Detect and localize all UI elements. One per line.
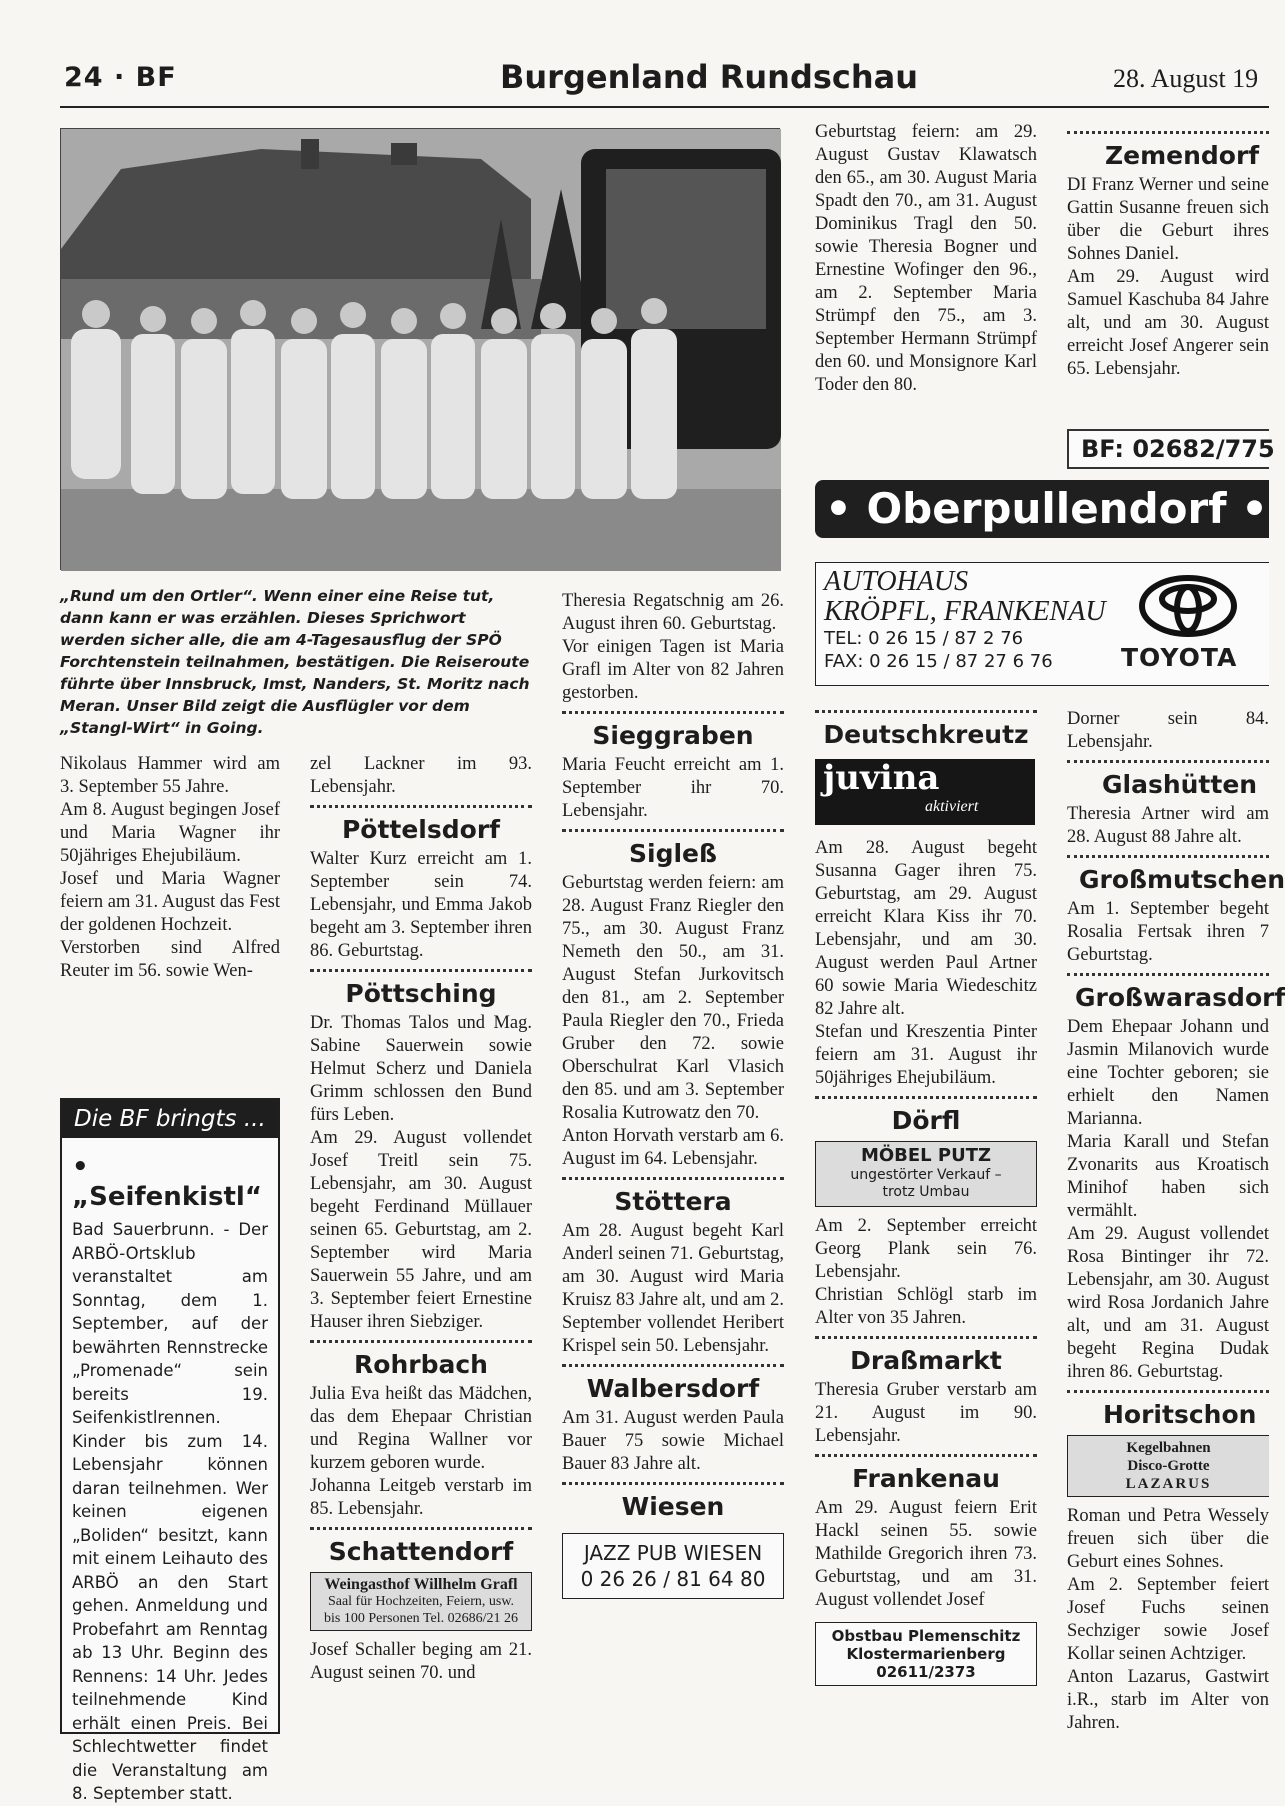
paragraph: Am 28. August begeht Susanna Gager ihren 75. Geburtstag, am 29. August erreicht Klara Kiss ihr 70. Lebensjahr, und am 30. August werden Paul Artner 60 sowie Maria Wiedeschitz 82 Jahre alt. <box>815 838 1037 1019</box>
divider <box>815 1454 1037 1457</box>
paragraph: Dorner sein 84. Lebensjahr. <box>1067 709 1269 752</box>
place-heading: Sieggraben <box>592 721 754 750</box>
ad-name: MÖBEL PUTZ <box>860 1145 992 1166</box>
paragraph: Nikolaus Hammer wird am 3. September 55 Jahre. <box>60 754 280 797</box>
ad-line: bis 100 Personen Tel. 02686/21 26 <box>324 1611 518 1626</box>
divider <box>1067 973 1269 976</box>
bf-bringts-box <box>60 1098 280 1803</box>
ad-line: Klostermarienberg <box>846 1645 1006 1663</box>
paragraph: DI Franz Werner und seine Gattin Susanne freuen sich über die Geburt ihres Sohnes Daniel. <box>1067 175 1269 264</box>
paragraph: Theresia Regatschnig am 26. August ihren 60. Geburtstag. <box>562 591 784 634</box>
group-photo <box>60 128 780 570</box>
column-4-top <box>815 121 1037 461</box>
ad-line: LAZARUS <box>1125 1476 1212 1492</box>
header-rule <box>60 106 1269 108</box>
paragraph: Am 2. September feiert Josef Fuchs seinen Sechziger sowie Josef Kollar seinen Achtziger. <box>1067 1575 1269 1664</box>
paragraph: Theresia Artner wird am 28. August 88 Jahre alt. <box>1067 804 1269 847</box>
divider <box>562 1364 784 1367</box>
place-heading: Dörfl <box>891 1106 961 1135</box>
box-headline: • „Seifenkistl“ <box>72 1152 262 1212</box>
ad-line: Kegelbahnen <box>1126 1440 1211 1456</box>
divider <box>1067 131 1269 134</box>
photo-caption: „Rund um den Ortler“. Wenn einer eine Reise tut, dann kann er was erzählen. Dieses Sprichwort werden sicher alle, die am 4-Tagesausflug der SPÖ Forchtenstein teilnahmen, bestätigen. Die Reiseroute führte über Innsbruck, Imst, Nanders, St. Moritz nach Meran. Unser Bild zeigt die Ausflügler vor dem „Stangl-Wirt“ in Going. <box>60 587 530 737</box>
paragraph: Walter Kurz erreicht am 1. September sein 74. Lebensjahr, und Emma Jakob begeht am 3. September ihren 86. Geburtstag. <box>310 849 532 961</box>
place-heading: Wiesen <box>621 1492 725 1521</box>
paragraph: Theresia Gruber verstarb am 21. August im 90. Lebensjahr. <box>815 1380 1037 1446</box>
juvina-logo <box>815 759 1035 825</box>
divider <box>310 1340 532 1343</box>
divider <box>310 969 532 972</box>
place-heading: Großmutschen <box>1079 865 1285 894</box>
paragraph: Geburtstag feiern: am 29. August Gustav Klawatsch den 65., am 30. August Maria Spadt den 70., am 31. August Dominikus Tragl den 50. sowie Theresia Bogner und Ernestine Wofinger den 96., am 2. September Maria Strümpf den 75., am 3. September Hermann Strümpf den 60. und Monsignore Karl Toder den 80. <box>815 122 1037 395</box>
paragraph: Christian Schlögl starb im Alter von 35 Jahren. <box>815 1285 1037 1328</box>
place-heading: Sigleß <box>629 839 717 868</box>
divider <box>562 829 784 832</box>
column-2 <box>310 753 532 1753</box>
ad-name <box>824 567 1106 627</box>
place-heading: Horitschon <box>1103 1400 1257 1429</box>
divider <box>310 805 532 808</box>
paragraph: Am 29. August wird Samuel Kaschuba 84 Jahre alt, und am 30. August erreicht Josef Angerer sein 65. Lebensjahr. <box>1067 267 1269 379</box>
paragraph: Am 29. August vollendet Rosa Bintinger ihr 72. Lebensjahr, am 30. August wird Rosa Jordanich Jahre alt, und am 31. August begeht Regina Dudak ihren 86. Geburtstag. <box>1067 1224 1269 1382</box>
ad-name: Weingasthof Willhelm Grafl <box>324 1576 518 1593</box>
ad-moebel-putz <box>815 1141 1037 1207</box>
newspaper-title: Burgenland Rundschau <box>500 58 919 96</box>
ad-fax: FAX: 0 26 15 / 87 27 6 76 <box>824 651 1053 672</box>
divider <box>1067 1390 1269 1393</box>
paragraph: Am 8. August begingen Josef und Maria Wagner ihr 50jähriges Ehejubiläum. <box>60 800 280 866</box>
paragraph: Dr. Thomas Talos und Mag. Sabine Sauerwein sowie Helmut Scherz und Daniela Grimm schlossen den Bund fürs Leben. <box>310 1013 532 1125</box>
paragraph: Maria Feucht erreicht am 1. September ihr 70. Lebensjahr. <box>562 755 784 821</box>
place-heading: Stöttera <box>614 1187 732 1216</box>
place-heading: Deutschkreutz <box>823 720 1029 749</box>
ad-line: trotz Umbau <box>882 1184 970 1200</box>
paragraph: zel Lackner im 93. Lebensjahr. <box>310 754 532 797</box>
place-heading: Rohrbach <box>354 1350 488 1379</box>
divider <box>562 711 784 714</box>
column-3 <box>562 590 784 1755</box>
paragraph: Julia Eva heißt das Mädchen, das dem Ehepaar Christian und Regina Wallner vor kurzem geboren wurde. <box>310 1384 532 1473</box>
divider <box>815 1096 1037 1099</box>
divider <box>562 1177 784 1180</box>
logo-wordmark: juvina <box>823 758 940 798</box>
column-4-bottom <box>815 702 1037 1752</box>
paragraph: Vor einigen Tagen ist Maria Grafl im Alter von 82 Jahren gestorben. <box>562 637 784 703</box>
paragraph: Am 31. August werden Paula Bauer 75 sowie Michael Bauer 83 Jahre alt. <box>562 1408 784 1474</box>
paragraph: Stefan und Kreszentia Pinter feiern am 31. August ihr 50jähriges Ehejubiläum. <box>815 1022 1037 1088</box>
place-heading: Pöttelsdorf <box>341 815 501 844</box>
column-5-bottom <box>1067 708 1285 1753</box>
ad-phone: TEL: 0 26 15 / 87 2 76 <box>824 628 1024 649</box>
place-heading: Draßmarkt <box>850 1346 1002 1375</box>
paragraph: Josef Schaller beging am 21. August seinen 70. und <box>310 1640 532 1683</box>
ad-line: Obstbau Plemenschitz <box>831 1627 1021 1645</box>
column-1 <box>60 753 280 1053</box>
paragraph: Anton Horvath verstarb am 6. August im 64. Lebensjahr. <box>562 1126 784 1169</box>
paragraph: Roman und Petra Wessely freuen sich über die Geburt eines Sohnes. <box>1067 1506 1269 1572</box>
divider <box>310 1527 532 1530</box>
ad-name-line: KRÖPFL, FRANKENAU <box>824 596 1106 627</box>
ad-jazz-pub-wiesen <box>562 1533 784 1599</box>
divider <box>562 1482 784 1485</box>
paragraph: Anton Lazarus, Gastwirt i.R., starb im Alter von Jahren. <box>1067 1667 1269 1733</box>
divider <box>1067 855 1269 858</box>
paragraph: Am 28. August begeht Karl Anderl seinen 71. Geburtstag, am 30. August wird Maria Kruisz 83 Jahre alt, und am 2. September vollendet Heribert Krispel sein 50. Lebensjahr. <box>562 1221 784 1356</box>
place-heading: Glashütten <box>1102 770 1258 799</box>
box-title: Die BF bringts ... <box>62 1100 278 1138</box>
page-number: 24 · BF <box>64 62 177 93</box>
region-banner: • Oberpullendorf • <box>815 480 1269 538</box>
ad-line: Disco-Grotte <box>1127 1458 1210 1474</box>
bf-phone-box: BF: 02682/775 <box>1067 429 1269 469</box>
divider <box>1067 760 1269 763</box>
paragraph: Josef und Maria Wagner feiern am 31. August das Fest der goldenen Hochzeit. <box>60 869 280 935</box>
ad-line: 0 26 26 / 81 64 80 <box>580 1567 766 1591</box>
ad-line: Saal für Hochzeiten, Feiern, usw. <box>327 1594 515 1609</box>
place-heading: Zemendorf <box>1105 141 1260 170</box>
paragraph: Maria Karall und Stefan Zvonarits aus Kroatisch Minihof haben sich vermählt. <box>1067 1132 1269 1221</box>
paragraph: Am 1. September begeht Rosalia Fertsak ihren 7 Geburtstag. <box>1067 899 1269 965</box>
ad-lazarus <box>1067 1435 1269 1497</box>
ad-line: ungestörter Verkauf – <box>850 1167 1002 1183</box>
photo-illustration <box>61 129 781 571</box>
divider <box>815 1336 1037 1339</box>
ad-line: 02611/2373 <box>876 1663 976 1681</box>
page-header <box>0 58 1269 98</box>
ad-name-line: AUTOHAUS <box>824 566 969 597</box>
ad-contact <box>824 627 1053 673</box>
column-5-top <box>1067 121 1269 421</box>
place-heading: Pöttsching <box>345 979 497 1008</box>
place-heading: Walbersdorf <box>586 1374 760 1403</box>
ad-line: JAZZ PUB WIESEN <box>583 1541 763 1565</box>
logo-subtitle: aktiviert <box>925 798 979 815</box>
place-heading: Frankenau <box>852 1464 1000 1493</box>
ad-autohaus-kroepfl <box>815 562 1269 686</box>
paragraph: Am 29. August vollendet Josef Treitl sein 75. Lebensjahr, am 30. August begeht Ferdinand Müllauer seinen 65. Geburtstag, am 2. September wird Maria Sauerwein 55 Jahre, und am 3. September feiert Ernestine Hauser ihren Siebziger. <box>310 1128 532 1332</box>
ad-brand: TOYOTA <box>1121 643 1238 672</box>
ad-obstbau-plemenschitz <box>815 1622 1037 1686</box>
box-text: Bad Sauerbrunn. - Der ARBÖ-Ortsklub veranstaltet am Sonntag, dem 1. September, auf der bewährten Rennstrecke „Promenade“ sein bereits 19. Seifenkistlrennen. Kinder bis zum 14. Lebensjahr können daran teilnehmen. Wer keinen eigenen „Boliden“ besitzt, kann mit einem Leihauto des ARBÖ an den Start gehen. Anmeldung und Probefahrt am Renntag ab 13 Uhr. Beginn des Rennens: 14 Uhr. Jedes teilnehmende Kind erhält einen Preis. Bei Schlechtwetter findet die Veranstaltung am 8. September statt. <box>72 1220 268 1803</box>
ad-weingasthof-grafl <box>310 1572 532 1631</box>
paragraph: Geburtstag werden feiern: am 28. August Franz Riegler den 75., am 30. August Franz Nemeth den 50., am 31. August Stefan Jurkovitsch den 81., am 2. September Paula Riegler den 70., Frieda Gruber den 72. sowie Oberschulrat Karl Vlasich den 85. und am 3. September Rosalia Kutrowatz den 70. <box>562 873 784 1123</box>
toyota-logo-icon <box>1138 575 1238 637</box>
place-heading: Großwarasdorf <box>1075 983 1285 1012</box>
paragraph: Johanna Leitgeb verstarb im 85. Lebensjahr. <box>310 1476 532 1519</box>
paragraph: Am 29. August feiern Erit Hackl seinen 55. sowie Mathilde Gregorich ihren 73. Geburtstag, und am 31. August vollendet Josef <box>815 1498 1037 1610</box>
place-heading: Schattendorf <box>328 1537 514 1566</box>
paragraph: Am 2. September erreicht Georg Plank sein 76. Lebensjahr. <box>815 1216 1037 1282</box>
paragraph: Dem Ehepaar Johann und Jasmin Milanovich wurde eine Tochter geboren; sie erhielt den Namen Marianna. <box>1067 1017 1269 1129</box>
divider <box>815 710 1037 713</box>
issue-date: 28. August 19 <box>1113 64 1259 93</box>
paragraph: Verstorben sind Alfred Reuter im 56. sowie Wen- <box>60 938 280 981</box>
